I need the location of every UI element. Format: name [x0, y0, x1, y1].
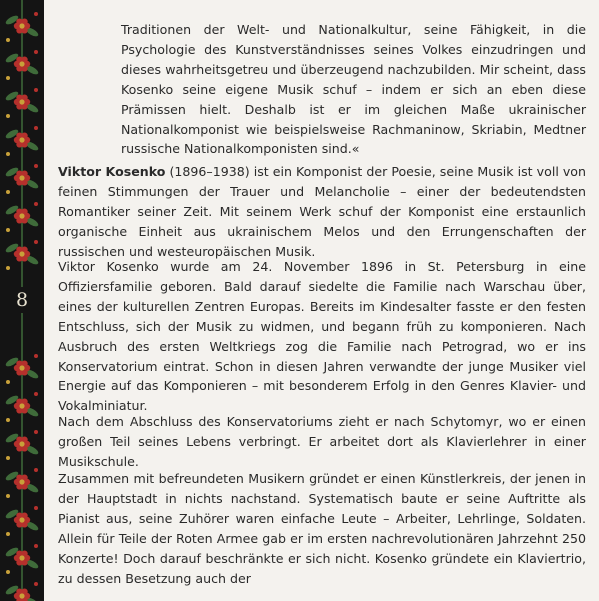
paragraph-quote: Traditionen der Welt- und Nationalkultur, seine Fähigkeit, in die Psychologie des Kunstverständnisses seines Volkes einzudringen und dieses wahrheitsgetreu und überzeugend nachzubilden. Mir scheint, dass Kosenko seine eigene Musik schuf – indem er sich an eben diese Prämissen hielt. Deshalb ist er im gleichen Maße ukrainischer Nationalkomponist wie beispielsweise Rachmaninow, Skriabin, Medtner russische Nationalkomponisten sind.«: [121, 22, 586, 157]
paragraph-intro-text: (1896–1938) ist ein Komponist der Poesie, seine Musik ist voll von feinen Stimmungen der Trauer und Melancholie – einer der bedeutendsten Romantiker seiner Zeit. Mit seinem Werk schuf der Komponist eine erstaunlich organische Einheit aus ukrainischem Melos und den Errungenschaften der russischen und westeuropäischen Musik.: [58, 164, 586, 259]
page-number: 8: [0, 287, 44, 313]
paragraph-biography: Viktor Kosenko wurde am 24. November 1896 in St. Petersburg in eine Offiziersfamilie geboren. Bald darauf siedelte die Familie nach Warschau über, eines der kulturellen Zentren Europas. Bereits im Kindesalter fasste er den festen Entschluss, sich der Musik zu widmen, und begann früh zu komponieren. Nach Ausbruch des ersten Weltkriegs zog die Familie nach Petrograd, wo er ins Konservatorium eintrat. Schon in diesen Jahren verwandte der junge Musiker viel Energie auf das Komponieren – mit besonderem Erfolg in den Genres Klavier- und Vokalminiatur.: [58, 259, 586, 414]
paragraph-intro: [58, 162, 586, 262]
paragraph-schytomyr: Nach dem Abschluss des Konservatoriums zieht er nach Schytomyr, wo er einen großen Teil seines Lebens verbringt. Er arbeitet dort als Klavierlehrer in einer Musikschule.: [58, 414, 586, 469]
composer-name: Viktor Kosenko: [58, 164, 166, 179]
paragraph-artists-circle: Zusammen mit befreundeten Musikern gründet er einen Künstlerkreis, der jenen in der Hauptstadt in nichts nachstand. Systematisch baute er seine Auftritte als Pianist aus, seine Zuhörer waren einfache Leute – Arbeiter, Lehrlinge, Soldaten. Allein für Teile der Roten Armee gab er im ersten nachrevolutionären Jahrzehnt 250 Konzerte! Doch darauf beschränkte er sich nicht. Kosenko gründete ein Klaviertrio, zu dessen Besetzung auch der: [58, 471, 586, 586]
